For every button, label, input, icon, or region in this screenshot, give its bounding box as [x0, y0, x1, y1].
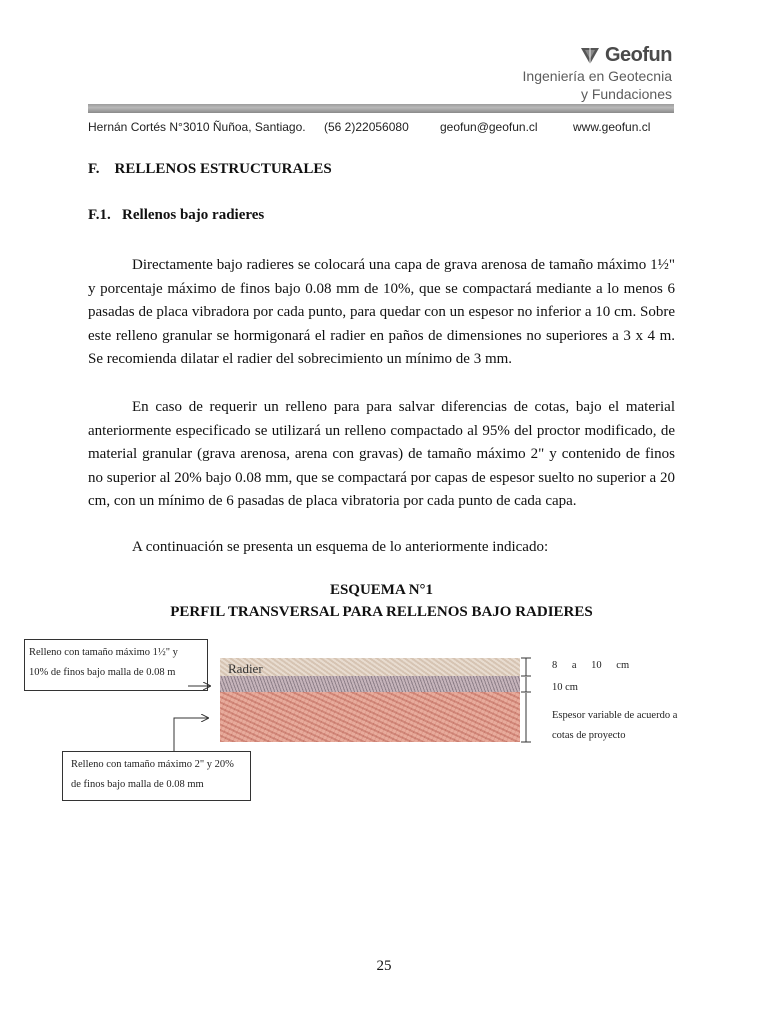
callout-fill-line2: de finos bajo malla de 0.08 mm [71, 779, 204, 790]
annotation-fill-line1: Espesor variable de acuerdo a [552, 710, 678, 721]
paragraph-1: Directamente bajo radieres se colocará una capa de grava arenosa de tamaño máximo 1½" y porcentaje máximo de finos bajo 0.08 mm de 10%, que se compactará mediante a lo menos 6 pasadas de placa vibradora por cada punto, para quedar con un espesor no inferior a 10 cm. Sobre este relleno granular se hormigonará el radier en paños de dimensiones no superiores a 3 x 4 m. Se recomienda dilatar el radier del sobrecimiento un mínimo de 3 mm. [88, 257, 675, 367]
gravel-layer [220, 676, 520, 692]
dimension-bracket [521, 658, 531, 742]
company-logo [523, 44, 672, 103]
contact-email[interactable]: geofun@geofun.cl [440, 120, 538, 134]
annotation-radier-thickness: 8 a 10 cm [552, 660, 630, 671]
diagram-title: ESQUEMA N°1 [329, 582, 434, 598]
callout-box-gravel [24, 639, 208, 691]
subsection-heading: F.1. Rellenos bajo radieres [88, 207, 265, 223]
callout-gravel-line2: 10% de finos bajo malla de 0.08 m [29, 667, 176, 678]
annotation-fill-thickness [552, 706, 692, 746]
logo-tagline-2: y Fundaciones [580, 86, 672, 102]
annotation-gravel-thickness: 10 cm [552, 682, 578, 693]
logo-tagline-1: Ingeniería en Geotecnia [522, 68, 672, 84]
contact-address: Hernán Cortés N°3010 Ñuñoa, Santiago. [88, 120, 306, 134]
arrow-to-fill [174, 718, 208, 751]
geofun-shield-icon [579, 46, 601, 66]
radier-label: Radier [228, 661, 263, 676]
header-rule [88, 104, 674, 113]
paragraph-2: En caso de requerir un relleno para para salvar diferencias de cotas, bajo el material anteriormente especificado se utilizará un relleno compactado al 95% del proctor modificado, de material granular (grava arenosa, arena con gravas) de tamaño máximo 2" y contenido de finos no superior al 20% bajo 0.08 mm, que se compactará por capas de espesor suelto no superior a 20 cm, con un mínimo de 6 pasadas de placa vibratoria por cada punto de cada capa. [88, 399, 675, 509]
section-heading: F. RELLENOS ESTRUCTURALES [88, 161, 332, 177]
callout-fill-line1: Relleno con tamaño máximo 2" y 20% [71, 759, 234, 770]
contact-website[interactable]: www.geofun.cl [573, 120, 651, 134]
contact-phone: (56 2)22056080 [324, 120, 409, 134]
callout-box-fill [62, 751, 251, 801]
paragraph-3: A continuación se presenta un esquema de lo anteriormente indicado: [132, 539, 549, 555]
fill-layer [220, 692, 520, 742]
callout-gravel-line1: Relleno con tamaño máximo 1½" y [29, 647, 178, 658]
page-number: 25 [376, 958, 392, 974]
diagram-subtitle: PERFIL TRANSVERSAL PARA RELLENOS BAJO RADIERES [170, 604, 593, 620]
logo-name: Geofun [605, 44, 672, 66]
annotation-fill-line2: cotas de proyecto [552, 730, 626, 741]
